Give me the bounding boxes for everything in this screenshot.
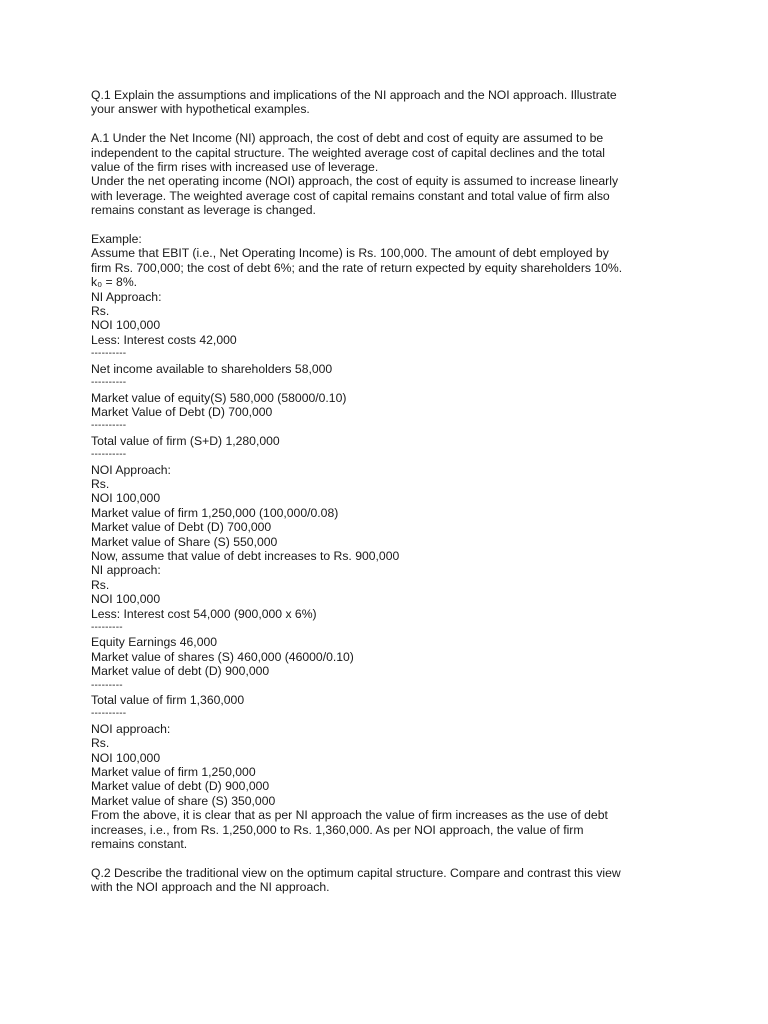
text-line: Market value of firm 1,250,000 (100,000/0.08) (91, 505, 339, 520)
text-line: increases, i.e., from Rs. 1,250,000 to Rs. 1,360,000. As per NOI approach, the value of firm (91, 822, 584, 837)
text-line: Rs. (91, 304, 110, 319)
text-line: value of the firm rises with increased use of leverage. (91, 160, 379, 175)
text-line: with the NOI approach and the NI approach. (91, 880, 330, 895)
text-line: Rs. (91, 476, 110, 491)
text-line: Total value of firm (S+D) 1,280,000 (91, 433, 280, 448)
text-line: A.1 Under the Net Income (NI) approach, the cost of debt and cost of equity are assumed to be (91, 131, 604, 146)
text-line: your answer with hypothetical examples. (91, 102, 310, 117)
text-line: k₀ = 8%. (91, 275, 138, 290)
text-line: NOI Approach: (91, 462, 171, 477)
text-line: Less: Interest cost 54,000 (900,000 x 6%) (91, 606, 317, 621)
text-line: Q.1 Explain the assumptions and implications of the NI approach and the NOI approach. Illustrate (91, 88, 617, 102)
text-line: Now, assume that value of debt increases to Rs. 900,000 (91, 548, 400, 563)
text-line: NOI 100,000 (91, 318, 161, 333)
text-line: NOI 100,000 (91, 592, 161, 607)
paragraph-gap (91, 218, 651, 232)
text-line: Market value of shares (S) 460,000 (46000/0.10) (91, 649, 354, 664)
text-line: Market Value of Debt (D) 700,000 (91, 404, 273, 419)
text-line: Under the net operating income (NOI) approach, the cost of equity is assumed to increase linearly (91, 174, 619, 189)
text-line: Market value of equity(S) 580,000 (58000/0.10) (91, 390, 347, 405)
text-line: with leverage. The weighted average cost of capital remains constant and total value of firm also (91, 188, 610, 203)
text-line: Market value of debt (D) 900,000 (91, 664, 270, 679)
text-line: Less: Interest costs 42,000 (91, 332, 237, 347)
text-line: remains constant as leverage is changed. (91, 203, 316, 218)
text-line: From the above, it is clear that as per NI approach the value of firm increases as the use of debt (91, 808, 608, 823)
text-line: Market value of Share (S) 550,000 (91, 534, 278, 549)
paragraph-gap (91, 117, 651, 131)
text-line: Market value of share (S) 350,000 (91, 793, 276, 808)
text-line: Market value of debt (D) 900,000 (91, 779, 270, 794)
text-line: Assume that EBIT (i.e., Net Operating Income) is Rs. 100,000. The amount of debt employed by (91, 246, 609, 261)
separator-line: --------- (91, 622, 123, 633)
paragraph-gap (91, 852, 651, 866)
text-line: NOI approach: (91, 721, 171, 736)
text-line: Total value of firm 1,360,000 (91, 693, 245, 708)
text-line: Example: (91, 232, 142, 247)
text-line: independent to the capital structure. The weighted average cost of capital declines and the total (91, 145, 606, 160)
separator-line: ---------- (91, 449, 127, 461)
separator-line: ---------- (91, 348, 127, 360)
text-line: Net income available to shareholders 58,000 (91, 361, 333, 376)
separator-line: ---------- (91, 377, 127, 389)
text-line: NI Approach: (91, 289, 162, 304)
text-line: Q.2 Describe the traditional view on the optimum capital structure. Compare and contrast this view (91, 865, 621, 880)
example-section (91, 232, 651, 851)
text-line: Rs. (91, 736, 110, 751)
separator-line: ---------- (91, 708, 127, 720)
text-line: NI approach: (91, 563, 161, 578)
text-line: firm Rs. 700,000; the cost of debt 6%; and the rate of return expected by equity shareholders 10%. (91, 260, 623, 275)
text-line: Market value of firm 1,250,000 (91, 765, 256, 780)
text-line: Market value of Debt (D) 700,000 (91, 520, 272, 535)
question-2 (91, 866, 651, 895)
text-line: Equity Earnings 46,000 (91, 635, 218, 650)
text-line: NOI 100,000 (91, 491, 161, 506)
text-line: NOI 100,000 (91, 750, 161, 765)
separator-line: --------- (91, 679, 123, 691)
answer-1 (91, 131, 651, 217)
document-page (91, 88, 651, 895)
separator-line: ---------- (91, 420, 127, 432)
question-1 (91, 88, 651, 117)
text-line: Rs. (91, 577, 110, 592)
text-line: remains constant. (91, 837, 188, 852)
